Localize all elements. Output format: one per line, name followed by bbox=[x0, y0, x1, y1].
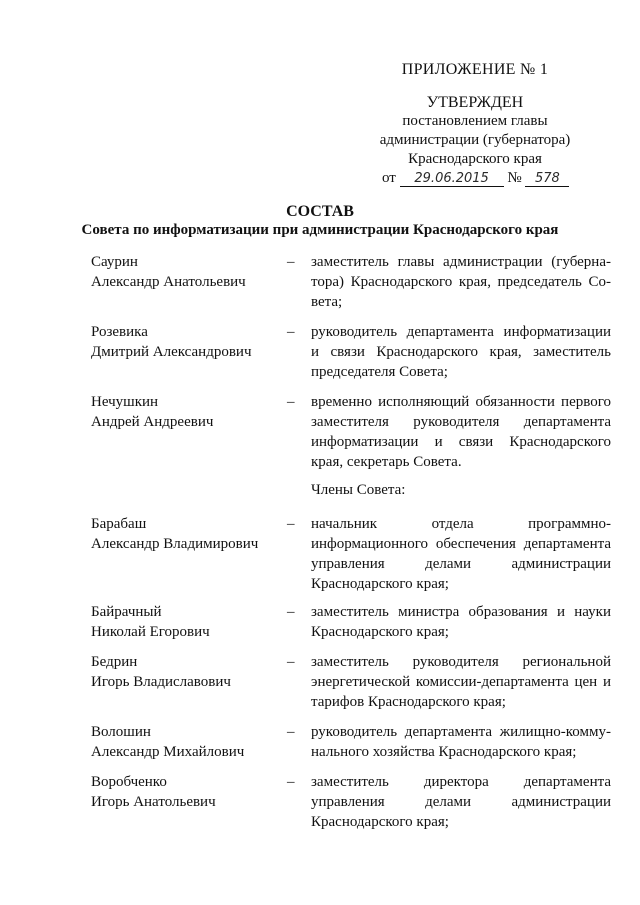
member-position bbox=[311, 772, 611, 832]
member-name bbox=[91, 392, 276, 432]
members-heading: Члены Совета: bbox=[311, 482, 406, 498]
position-line: заместитель главы администрации (губерна- bbox=[311, 254, 611, 270]
member-given-names: Александр Владимирович bbox=[91, 536, 259, 552]
position-line: энергетической комиссии-департамента цен и bbox=[311, 674, 611, 690]
dash-separator: – bbox=[287, 604, 295, 620]
dash-separator: – bbox=[287, 774, 295, 790]
position-line: Краснодарского края; bbox=[311, 814, 449, 830]
member-name bbox=[91, 252, 276, 292]
member-given-names: Александр Анатольевич bbox=[91, 274, 246, 290]
member-given-names: Андрей Андреевич bbox=[91, 414, 214, 430]
dash-separator: – bbox=[287, 394, 295, 410]
position-line: руководитель департамента информатизации bbox=[311, 324, 611, 340]
member-surname: Бедрин bbox=[91, 654, 138, 670]
member-position bbox=[311, 652, 611, 712]
handwritten-number: 578 bbox=[525, 171, 569, 187]
member-name bbox=[91, 602, 276, 642]
number-prefix: № bbox=[507, 170, 522, 186]
approved-by-line-1: постановлением главы bbox=[402, 113, 548, 129]
approved-by-line-3: Краснодарского края bbox=[408, 151, 542, 167]
position-line: Краснодарского края; bbox=[311, 624, 449, 640]
position-line: информационного обеспечения департамента bbox=[311, 536, 611, 552]
dash-separator: – bbox=[287, 654, 295, 670]
member-name bbox=[91, 322, 276, 362]
position-line: вета; bbox=[311, 294, 343, 310]
member-position bbox=[311, 514, 611, 594]
member-name bbox=[91, 722, 276, 762]
document-title bbox=[40, 202, 600, 240]
position-line: временно исполняющий обязанности первого bbox=[311, 394, 611, 410]
handwritten-date: 29.06.2015 bbox=[400, 171, 504, 187]
member-surname: Воробченко bbox=[91, 774, 167, 790]
position-line: тора) Краснодарского края, председатель Со- bbox=[311, 274, 611, 290]
approved-by-line-2: администрации (губернатора) bbox=[379, 132, 571, 148]
position-line: председателя Совета; bbox=[311, 364, 448, 380]
member-name bbox=[91, 514, 276, 554]
position-line: тарифов Краснодарского края; bbox=[311, 694, 506, 710]
member-surname: Байрачный bbox=[91, 604, 162, 620]
member-given-names: Игорь Владиславович bbox=[91, 674, 231, 690]
position-line: начальник отдела программно- bbox=[311, 516, 611, 532]
member-surname: Саурин bbox=[91, 254, 138, 270]
member-surname: Розевика bbox=[91, 324, 148, 340]
dash-separator: – bbox=[287, 324, 295, 340]
member-given-names: Александр Михайлович bbox=[91, 744, 245, 760]
member-position bbox=[311, 392, 611, 472]
position-line: информатизации и связи Краснодарского bbox=[311, 434, 611, 450]
member-name bbox=[91, 772, 276, 812]
position-line: управления делами администрации bbox=[311, 794, 611, 810]
title-line-1: СОСТАВ bbox=[286, 203, 354, 220]
member-position bbox=[311, 602, 611, 642]
position-line: руководитель департамента жилищно-комму- bbox=[311, 724, 611, 740]
appendix-title: ПРИЛОЖЕНИЕ № 1 bbox=[401, 61, 549, 78]
position-line: Краснодарского края; bbox=[311, 576, 449, 592]
member-given-names: Николай Егорович bbox=[91, 624, 210, 640]
position-line: и связи Краснодарского края, заместитель bbox=[311, 344, 611, 360]
title-line-2: Совета по информатизации при администрации Краснодарского края bbox=[81, 222, 559, 238]
dash-separator: – bbox=[287, 516, 295, 532]
position-line: управления делами администрации bbox=[311, 556, 611, 572]
member-given-names: Игорь Анатольевич bbox=[91, 794, 216, 810]
approved-label: УТВЕРЖДЕН bbox=[426, 94, 524, 111]
date-prefix: от bbox=[382, 170, 396, 186]
member-surname: Волошин bbox=[91, 724, 151, 740]
position-line: края, секретарь Совета. bbox=[311, 454, 462, 470]
dash-separator: – bbox=[287, 724, 295, 740]
member-surname: Нечушкин bbox=[91, 394, 159, 410]
dash-separator: – bbox=[287, 254, 295, 270]
member-name bbox=[91, 652, 276, 692]
member-position bbox=[311, 322, 611, 382]
member-position bbox=[311, 722, 611, 762]
approval-block bbox=[370, 60, 580, 188]
position-line: заместитель руководителя региональной bbox=[311, 654, 611, 670]
position-line: заместитель министра образования и науки bbox=[311, 604, 611, 620]
position-line: нального хозяйства Краснодарского края; bbox=[311, 744, 577, 760]
position-line: заместителя руководителя департамента bbox=[311, 414, 611, 430]
member-given-names: Дмитрий Александрович bbox=[91, 344, 252, 360]
member-surname: Барабаш bbox=[91, 516, 147, 532]
member-position bbox=[311, 252, 611, 312]
decree-dateline bbox=[370, 169, 580, 188]
position-line: заместитель директора департамента bbox=[311, 774, 611, 790]
